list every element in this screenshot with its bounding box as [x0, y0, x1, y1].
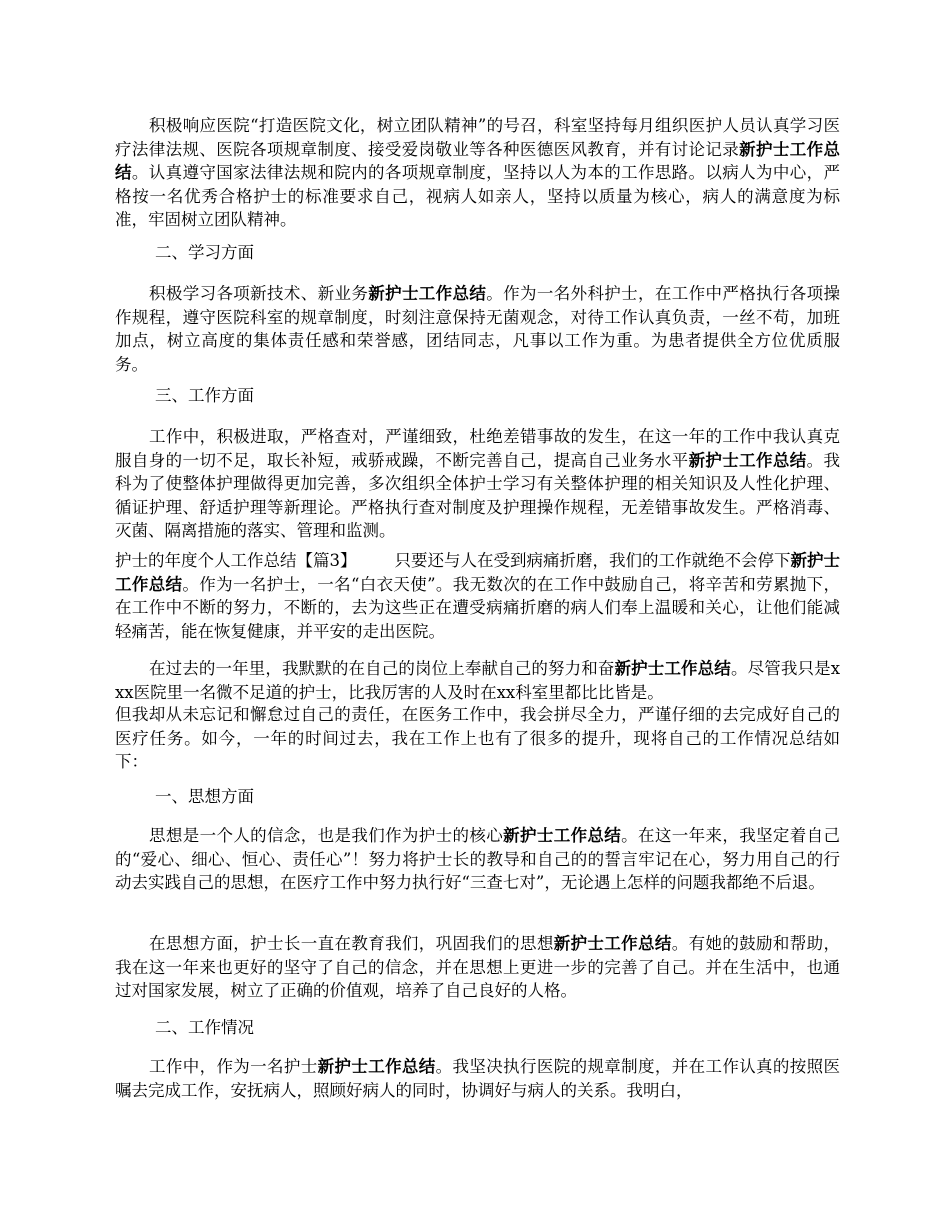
bold-keyword: 新护士工作总结	[503, 826, 622, 845]
paragraph-text: 积极学习各项新技术、新业务	[149, 284, 369, 303]
paragraph-text: 。作为一名护士，一名“白衣天使”。我无数次的在工作中鼓励自己，将辛苦和劳累抛下，在工作中不断的努力，不断的，去为这些正在遭受病痛折磨的病人们奉上温暖和关心，让他们能减轻痛苦，能在恢复健康，并平安的走出医院。	[115, 574, 841, 641]
section-heading-thought: 一、思想方面	[155, 787, 254, 806]
paragraph-past-year-cont: 但我却从未忘记和懈怠过自己的责任，在医务工作中，我会拼尽全力，严谨仔细的去完成好自己的医疗任务。如今，一年的时间过去，我在工作上也有了很多的提升，现将自己的工作情况总结如下：	[115, 705, 840, 771]
paragraph-text: 。我科为了使整体护理做得更加完善，多次组织全体护士学习有关整体护理的相关知识及人性化护理、循证护理、舒适护理等新理论。严格执行查对制度及护理操作规程，无差错事故发生。严格消毒、灭菌、隔离措施的落实、管理和监测。	[115, 450, 841, 540]
paragraph-study	[115, 282, 840, 376]
paragraph-text: 在思想方面，护士长一直在教育我们，巩固我们的思想	[149, 934, 554, 953]
paragraph-text: 只要还与人在受到病痛折磨，我们的工作就绝不会停下	[394, 551, 791, 570]
bold-keyword: 新护士工作总结	[688, 450, 807, 470]
section-heading-work: 三、工作方面	[155, 386, 254, 405]
paragraph-text: 思想是一个人的信念，也是我们作为护士的核心	[149, 826, 504, 845]
paragraph-text: 。尽管我只是xxx医院里一名微不足道的护士，比我厉害的人及时在xx科室里都比比皆是。	[115, 659, 841, 702]
paragraph-work	[115, 425, 840, 543]
section-heading-work-status: 二、工作情况	[155, 1018, 254, 1037]
paragraph-text: 积极响应医院“打造医院文化，树立团队精神”的号召，科室坚持每月组织医护人员认真学习医疗法律法规、医院各项规章制度、接受爱岗敬业等各种医德医风教育，并有讨论记录	[115, 116, 840, 159]
bold-keyword: 新护士工作总结	[553, 934, 672, 953]
paragraph-text: 工作中，作为一名护士	[149, 1057, 318, 1076]
paragraph-culture	[115, 114, 840, 232]
paragraph-thought	[115, 824, 840, 895]
paragraph-text: 。我坚决执行医院的规章制度，并在工作认真的按照医嘱去完成工作，安抚病人，照顾好病人的同时，协调好与病人的关系。我明白，	[115, 1057, 841, 1100]
paragraph-text: 。有她的鼓励和帮助，我在这一年来也更好的坚守了自己的信念，并在思想上更进一步的完善了自己。并在生活中，也通过对国家发展，树立了正确的价值观，培养了自己良好的人格。	[115, 934, 841, 1000]
paragraph-text: 。认真遵守国家法律法规和院内的各项规章制度，坚持以人为本的工作思路。以病人为中心，严格按一名优秀合格护士的标准要求自己，视病人如亲人，坚持以质量为核心，病人的满意度为标准，牢固树立团队精神。	[115, 163, 841, 229]
bold-keyword: 新护士工作总结	[115, 551, 840, 594]
bold-keyword: 新护士工作总结	[317, 1057, 436, 1076]
section-heading-study: 二、学习方面	[155, 243, 254, 262]
paragraph-text: 。作为一名外科护士，在工作中严格执行各项操作规程，遵守医院科室的规章制度，时刻注意保持无菌观念，对待工作认真负责，一丝不苟，加班加点，树立高度的集体责任感和荣誉感，团结同志，凡事以工作为重。为患者提供全方位优质服务。	[115, 284, 841, 374]
bold-keyword: 新护士工作总结	[614, 659, 731, 678]
article-title: 护士的年度个人工作总结【篇3】	[115, 551, 357, 570]
paragraph-work-status	[115, 1055, 840, 1102]
paragraph-past-year	[115, 657, 840, 704]
paragraph-thought-education	[115, 932, 840, 1003]
bold-keyword: 新护士工作总结	[115, 139, 841, 182]
paragraph-text: 工作中，积极进取，严格查对，严谨细致，杜绝差错事故的发生，在这一年的工作中我认真克服自身的一切不足，取长补短，戒骄戒躁，不断完善自己，提高自己业务水平	[115, 427, 840, 470]
bold-keyword: 新护士工作总结	[368, 284, 487, 303]
paragraph-text: 。在这一年来，我坚定着自己的“爱心、细心、恒心、责任心”！努力将护士长的教导和自己的的誓言牢记在心，努力用自己的行动去实践自己的思想，在医疗工作中努力执行好“三查七对”，无论遇上怎样的问题我都绝不后退。	[115, 826, 841, 892]
paragraph-summary-part3	[115, 549, 840, 643]
paragraph-text: 在过去的一年里，我默默的在自己的岗位上奉献自己的努力和奋	[149, 659, 615, 678]
